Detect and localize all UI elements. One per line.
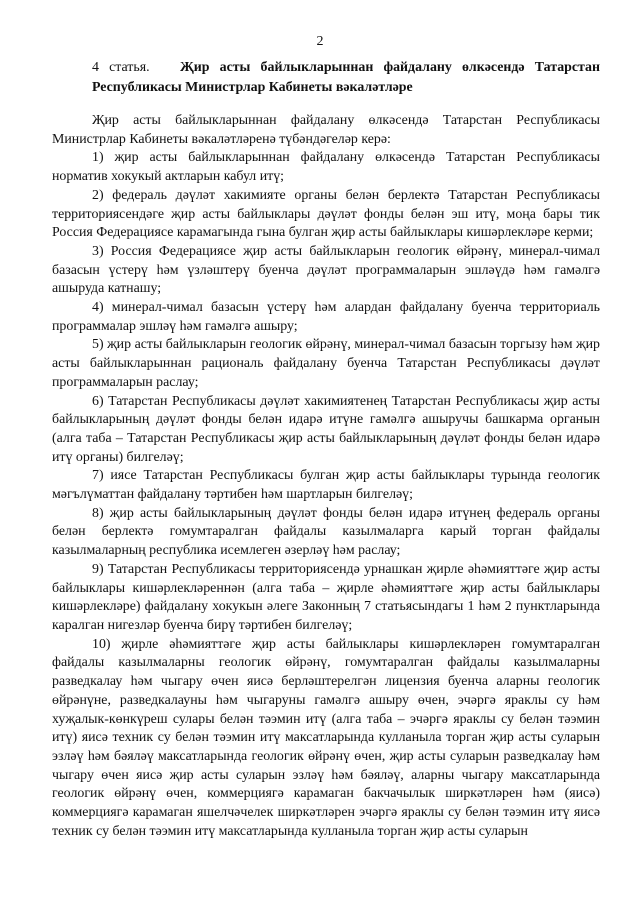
intro-paragraph: Җир асты байлыкларыннан файдалану өлкәсендә Татарстан Республикасы Министрлар Кабинеты вәкаләтләренә түбәндәгеләр керә:	[52, 113, 600, 147]
article-heading-line	[52, 58, 600, 98]
article-number: 4 статья.	[92, 60, 150, 75]
article-title: Җир асты байлыкларыннан файдалану өлкәсендә Татарстан Республикасы Министрлар Кабинеты вәкаләтләре	[92, 60, 600, 95]
list-item: 10) җирле әһәмияттәге җир асты байлыклары кишәрлекләрен гомумтаралган файдалы казылмаларны геологик өйрәнү, гомумтаралган файдалы казылмаларны разведкалау һәм чыгару өчен яисә берләштерелгән лицензия буенча аларны геологик өйрәнүне, разведкалауны һәм чыгаруны гамәлгә ашыру өчен, эчәргә яраклы су һәм хуҗалык-көнкүреш сулары белән тәэмин итү (алга таба – эчәргә яраклы су белән тәэмин итү) яисә техник су белән тәэмин итү максатларында кулланыла торган җир асты суларын эзләү һәм бәяләү максатларында геологик өйрәнү өчен, җир асты суларын разведкалау һәм чыгару өчен яисә җир асты суларын эзләү һәм бәяләү, аларны чыгару максатларында геологик өйрәнү өчен, коммерциягә карамаган бакчачылык ширкәтләрен һәм (яисә) коммерциягә карамаган яшелчәчелек ширкәтләрен эчәргә яраклы су белән тәэмин итү яисә техник су белән тәэмин итү максатларында кулланыла торган җир асты суларын	[52, 636, 600, 839]
page-number: 2	[316, 34, 324, 49]
list-item: 7) иясе Татарстан Республикасы булган җир асты байлыклары турында геологик мәгълүматтан файдалану тәртибен һәм шартларын билгеләү;	[52, 468, 600, 503]
list-item: 9) Татарстан Республикасы территориясендә урнашкан җирле әһәмияттәге җир асты байлыклары кишәрлекләреннән (алга таба – җирле әһәмияттәге җир асты байлыклары кишәрлекләре) файдалану хокукын әлеге Законның 7 статьясындагы 1 һәм 2 пунктларында каралган нигезләр буенча бирү тәртибен билгеләү;	[52, 561, 600, 633]
list-item: 6) Татарстан Республикасы дәүләт хакимиятенең Татарстан Республикасы җир асты байлыкларының дәүләт фонды белән идарә итүне гамәлгә ашыручы башкарма органын (алга таба – Татарстан Республикасы җир асты байлыкларының дәүләт фонды белән идарә итү органы) билгеләү;	[52, 393, 600, 465]
list-item: 2) федераль дәүләт хакимияте органы белән берлектә Татарстан Республикасы территориясендәге җир асты байлыклары дәүләт фонды белән эш итү, моңа бары тик Россия Федерациясе карамагында гына булган җир асты байлыклары кишәрлекләре керми;	[52, 187, 600, 241]
list-item: 3) Россия Федерациясе җир асты байлыкларын геологик өйрәнү, минерал-чимал базасын үстерү һәм үзләштерү буенча дәүләт программаларын эшләүдә һәм гамәлгә ашыруда катнашу;	[52, 243, 600, 297]
document-body	[52, 112, 600, 841]
article-heading	[52, 58, 600, 98]
list-item: 1) җир асты байлыкларыннан файдалану өлкәсендә Татарстан Республикасы норматив хокукый актларын кабул итү;	[52, 150, 600, 185]
list-item: 4) минерал-чимал базасын үстерү һәм алардан файдалану буенча территориаль программалар эшләү һәм гамәлгә ашыру;	[52, 300, 600, 334]
list-item: 5) җир асты байлыкларын геологик өйрәнү, минерал-чимал базасын торгызу һәм җир асты байлыкларыннан рациональ файдалану буенча Татарстан Республикасы дәүләт программаларын раслау;	[52, 337, 600, 390]
list-item: 8) җир асты байлыкларының дәүләт фонды белән идарә итүнең федераль органы белән берлектә гомумтаралган файдалы казылмаларга карый торган файдалы казылмаларның республика исемлеген әзерләү һәм раслау;	[52, 505, 600, 559]
